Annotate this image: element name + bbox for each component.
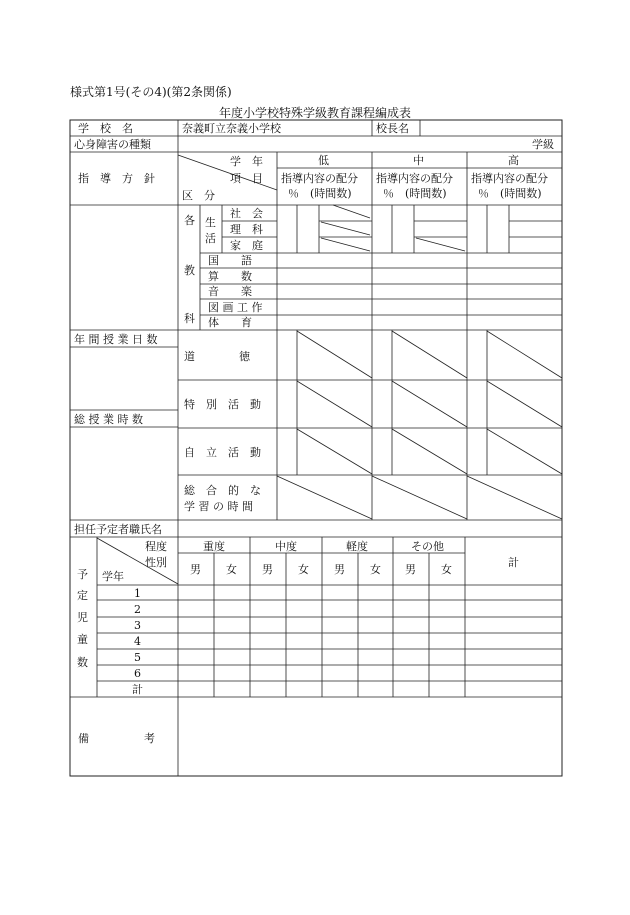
alloc-label-low: 指導内容の配分	[281, 172, 358, 185]
male-3: 男	[334, 563, 345, 576]
subject-ongaku: 音 楽	[208, 285, 252, 298]
teacher-label: 担任予定者職氏名	[74, 523, 162, 536]
side-char-0: 予	[77, 568, 88, 581]
year-label: 学年	[102, 570, 124, 583]
total-col-label: 計	[508, 556, 519, 569]
side-char-1: 定	[77, 589, 88, 602]
alloc-label-mid: 指導内容の配分	[376, 172, 453, 185]
female-2: 女	[298, 563, 309, 576]
document-title: 年度小学校特殊学級教育課程編成表	[218, 106, 411, 120]
seikatsu-sei: 生	[205, 216, 216, 229]
year-2: 2	[134, 603, 141, 616]
group-moderate: 中度	[275, 540, 297, 553]
activity-special: 特 別 活 動	[184, 398, 261, 411]
subject-sansu: 算 数	[208, 270, 252, 283]
subject-kaku: 各	[184, 214, 195, 227]
subject-rika: 理 科	[230, 223, 263, 236]
total-row-label: 計	[132, 683, 143, 696]
male-4: 男	[405, 563, 416, 576]
pct-hours-low: ％ (時間数)	[288, 187, 352, 200]
subject-ka: 科	[184, 312, 195, 325]
principal-label: 校長名	[376, 122, 409, 135]
school-label: 学 校 名	[78, 122, 133, 135]
grade-high: 高	[508, 154, 519, 167]
female-3: 女	[370, 563, 381, 576]
seikatsu-katsu: 活	[205, 232, 216, 245]
side-char-4: 数	[77, 656, 88, 669]
group-mild: 軽度	[346, 540, 368, 553]
grade-mid: 中	[413, 154, 424, 167]
subject-kyo: 教	[184, 264, 195, 277]
female-1: 女	[226, 563, 237, 576]
subject-kokugo: 国 語	[208, 254, 252, 267]
sex-label: 性別	[145, 556, 167, 569]
remarks-label: 備 考	[78, 732, 155, 745]
annual-days-label: 年 間 授 業 日 数	[74, 333, 158, 346]
table-frame	[70, 120, 562, 776]
alloc-label-high: 指導内容の配分	[471, 172, 548, 185]
subject-zuga: 図 画 工 作	[208, 301, 263, 314]
form-number: 様式第1号(その4)(第2条関係)	[70, 85, 232, 99]
male-2: 男	[262, 563, 273, 576]
division-label: 区 分	[182, 189, 215, 202]
grade-low: 低	[318, 154, 329, 167]
policy-label: 指 導 方 針	[78, 172, 155, 185]
year-3: 3	[134, 619, 141, 632]
disability-label: 心身障害の種類	[74, 138, 151, 151]
group-severe: 重度	[203, 540, 225, 553]
activity-sogo-1: 総 合 的 な	[184, 484, 261, 497]
female-4: 女	[441, 563, 452, 576]
subject-shakai: 社 会	[230, 207, 263, 220]
item-label: 項 目	[230, 172, 263, 185]
subject-taiiku: 体 育	[208, 316, 252, 329]
activity-jiritsu: 自 立 活 動	[184, 446, 261, 459]
grade-label: 学 年	[230, 155, 263, 168]
school-name: 奈義町立奈義小学校	[182, 122, 281, 135]
year-5: 5	[134, 651, 141, 664]
activity-sogo-2: 学 習 の 時 間	[184, 500, 253, 513]
side-char-3: 童	[77, 633, 88, 646]
male-1: 男	[190, 563, 201, 576]
subject-katei: 家 庭	[230, 239, 263, 252]
pct-hours-high: ％ (時間数)	[478, 187, 542, 200]
pct-hours-mid: ％ (時間数)	[383, 187, 447, 200]
group-other: その他	[411, 540, 444, 553]
degree-label: 程度	[145, 540, 167, 553]
activity-moral: 道 徳	[184, 350, 250, 363]
year-4: 4	[134, 635, 141, 648]
year-1: 1	[134, 587, 141, 600]
class-suffix: 学級	[532, 138, 554, 151]
year-6: 6	[134, 667, 141, 680]
total-hours-label: 総 授 業 時 数	[74, 413, 143, 426]
side-char-2: 児	[77, 611, 88, 624]
